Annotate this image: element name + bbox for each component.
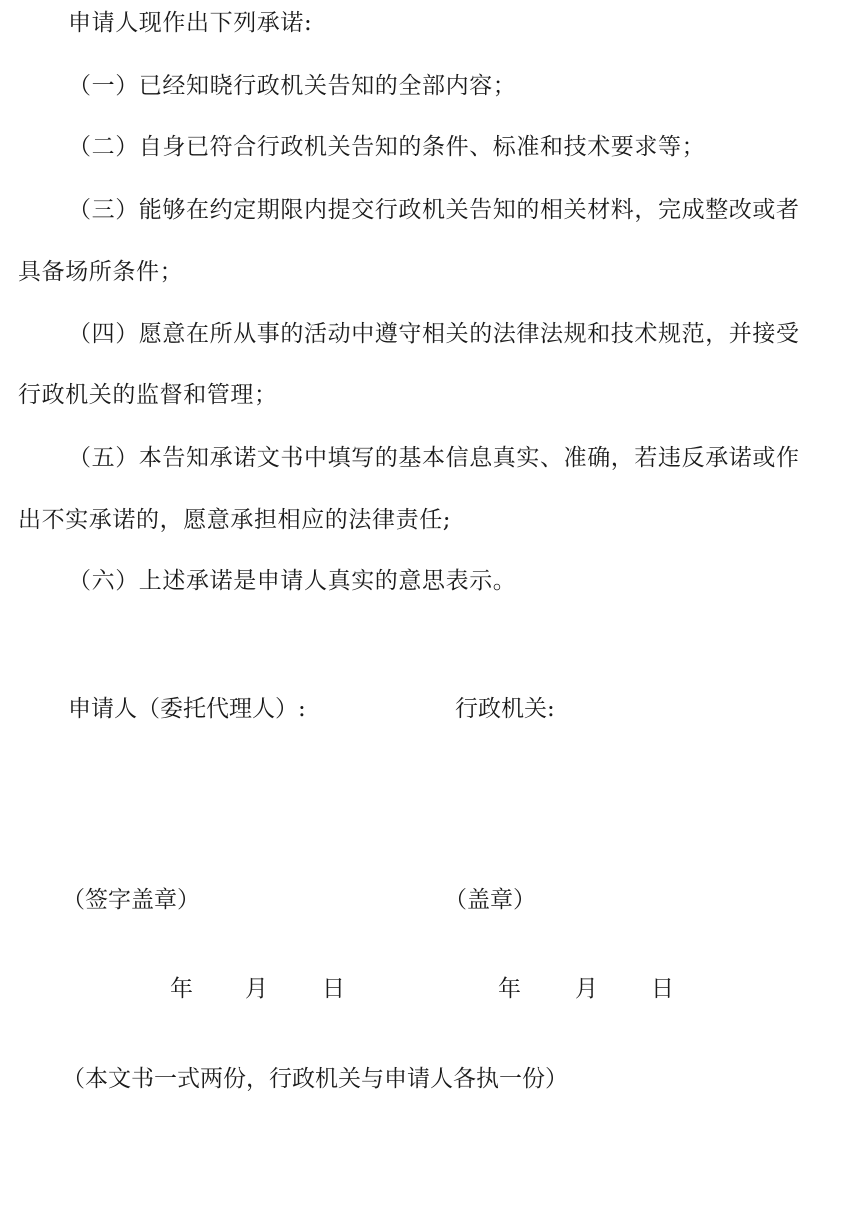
- item-4-line-1: （四）愿意在所从事的活动中遵守相关的法律法规和技术规范，并接受: [68, 321, 800, 347]
- item-5-line-2: 出不实承诺的，愿意承担相应的法律责任;: [18, 507, 452, 533]
- applicant-label: 申请人（委托代理人）:: [68, 696, 306, 722]
- agency-seal: （盖章）: [444, 887, 536, 913]
- copies-note: （本文书一式两份，行政机关与申请人各执一份）: [62, 1066, 568, 1092]
- item-4-line-2: 行政机关的监督和管理；: [18, 382, 278, 408]
- agency-label: 行政机关:: [455, 696, 555, 722]
- agency-year: 年: [498, 976, 521, 1002]
- item-1-line-1: （一）已经知晓行政机关告知的全部内容；: [68, 73, 517, 99]
- item-3-line-1: （三）能够在约定期限内提交行政机关告知的相关材料，完成整改或者: [68, 197, 800, 223]
- applicant-seal: （签字盖章）: [62, 887, 200, 913]
- item-6-line-1: （六）上述承诺是申请人真实的意思表示。: [68, 568, 517, 594]
- item-5-line-1: （五）本告知承诺文书中填写的基本信息真实、准确，若违反承诺或作: [68, 445, 800, 471]
- item-2-line-1: （二）自身已符合行政机关告知的条件、标准和技术要求等；: [68, 134, 706, 160]
- intro-line: 申请人现作出下列承诺:: [68, 10, 313, 36]
- applicant-month: 月: [245, 976, 268, 1002]
- applicant-year: 年: [170, 976, 193, 1002]
- agency-day: 日: [651, 976, 674, 1002]
- agency-month: 月: [575, 976, 598, 1002]
- item-3-line-2: 具备场所条件；: [18, 259, 184, 285]
- applicant-day: 日: [322, 976, 345, 1002]
